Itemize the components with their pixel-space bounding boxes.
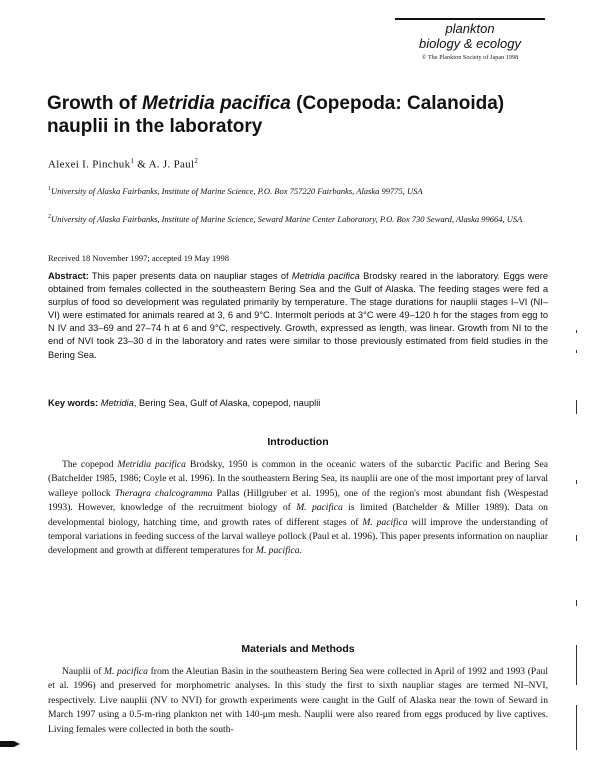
authors bbox=[48, 157, 198, 171]
title-part1: Growth of bbox=[47, 93, 142, 114]
methods-text-a: Nauplii of bbox=[62, 666, 105, 677]
intro-text-b: Brodsky, 1950 is common in the oceanic waters of the subarctic Pacific and Bering Sea (Batchelder 1985, 1986; Coyle et al. 1996). In the southeastern Bering Sea, its nauplii are one of the most important prey of larval walleye pollock bbox=[48, 459, 548, 499]
keywords-label: Key words: bbox=[48, 398, 99, 408]
affil-1-text: University of Alaska Fairbanks, Institute of Marine Science, P.O. Box 757220 Fairbanks, Alaska 99775, USA bbox=[51, 185, 423, 196]
intro-species-5: M. pacifica bbox=[255, 545, 300, 557]
methods-paragraph bbox=[48, 665, 548, 737]
society-copyright: © The Plankton Society of Japan 1998 bbox=[421, 55, 519, 61]
keywords-genus: Metridia bbox=[100, 398, 134, 408]
journal-name-line1: plankton bbox=[445, 21, 495, 36]
margin-mark bbox=[576, 600, 577, 606]
methods-species-1: M. pacifica bbox=[104, 666, 148, 677]
margin-mark bbox=[576, 480, 577, 484]
methods-text-b: from the Aleutian Basin in the southeastern Bering Sea were collected in April of 1992 and 1993 (Paul et al. 1996) and preserved for morphometric analyses. In this study the first to sixth naupliar stages are termed NI–NVI, respectively. Live nauplii (NV to NVI) for growth experiments were caught in the Gulf of Alaska near the town of Seward in March 1997 using a 0.5-m-ring plankton net with 140-μm mesh. Nauplii were also reared from eggs produced by live captives. Living females were collected in both the south- bbox=[48, 666, 548, 735]
intro-text-c: Pallas (Hillgruber et al. 1995), one of the region's most abundant fish (Wespestad 1993). However, knowledge of the recruitment biology of bbox=[48, 487, 549, 514]
margin-mark bbox=[576, 645, 577, 685]
article-title bbox=[47, 92, 517, 138]
masthead-rule bbox=[395, 18, 545, 20]
journal-name-line2: biology & ecology bbox=[419, 36, 521, 51]
keywords-rest: , Bering Sea, Gulf of Alaska, copepod, nauplii bbox=[133, 398, 321, 408]
title-species: Metridia pacifica bbox=[141, 93, 291, 114]
intro-species-1: Metridia pacifica bbox=[117, 459, 186, 470]
intro-heading: Introduction bbox=[267, 436, 329, 448]
journal-masthead bbox=[395, 18, 545, 63]
methods-heading: Materials and Methods bbox=[241, 643, 355, 655]
author-1-sup: 1 bbox=[130, 157, 135, 165]
affil-1-sup: 1 bbox=[48, 186, 51, 192]
abstract-species: Metridia pacifica bbox=[291, 271, 360, 281]
abstract-text-a: This paper presents data on naupliar stages of bbox=[88, 271, 292, 281]
abstract-text-b: Brodsky reared in the laboratory. Eggs were obtained from females collected in the southeastern Bering Sea and the Gulf of Alaska. The feeding stages were fed a surplus of food so development was regulated primarily by temperature. The stage durations for nauplii stages I–VI (NI–VI) were estimated for animals reared at 3, 6 and 9°C. Intermolt periods at 3°C were 49–120 h for the stages from egg to N IV and 33–69 and 27–74 h at 6 and 9°C, respectively. Growth, expressed as length, was linear. Growth from NI to the end of NVI took 23–30 d in the laboratory and rates were similar to those previously estimated from field studies in the Bering Sea. bbox=[48, 271, 549, 360]
intro-species-2: Theragra chalcogramma bbox=[114, 487, 213, 499]
intro-paragraph bbox=[48, 458, 548, 559]
abstract-label: Abstract: bbox=[48, 271, 89, 281]
abstract bbox=[48, 270, 548, 362]
margin-scan-marks bbox=[574, 330, 580, 750]
intro-text-e: will improve the understanding of temporal variations in feeding success of the larval walleye pollock (Paul et al. 1996). This paper presents information on naupliar development and growth at different temperatures for bbox=[48, 516, 548, 557]
affiliation-1 bbox=[48, 184, 548, 197]
intro-text-d: is limited (Batchelder & Miller 1989). Data on developmental biology, hatching time, and growth rates of different stages of bbox=[48, 502, 548, 528]
author-2: A. J. Paul bbox=[148, 158, 195, 171]
affiliation-2 bbox=[48, 212, 548, 225]
intro-species-3: M. pacifica bbox=[296, 502, 343, 514]
affil-2-sup: 2 bbox=[48, 214, 51, 220]
margin-mark bbox=[576, 330, 577, 333]
author-separator: & bbox=[134, 158, 149, 171]
intro-text-a: The copepod bbox=[62, 459, 118, 470]
received-accepted-dates: Received 18 November 1997; accepted 19 May 1998 bbox=[48, 253, 230, 263]
author-2-sup: 2 bbox=[194, 157, 199, 165]
keywords bbox=[48, 398, 548, 408]
margin-mark bbox=[576, 350, 577, 353]
hand-pointer-icon bbox=[0, 740, 22, 748]
margin-mark bbox=[576, 535, 577, 541]
intro-text-f: . bbox=[299, 545, 302, 557]
margin-mark bbox=[576, 705, 577, 750]
title-part2: (Copepoda: Calanoida) nauplii in the laboratory bbox=[47, 93, 505, 137]
affil-2-text: University of Alaska Fairbanks, Institute of Marine Science, Seward Marine Center Laboratory, P.O. Box 730 Seward, Alaska 99664, USA bbox=[51, 213, 523, 224]
margin-mark bbox=[576, 400, 577, 414]
author-1: Alexei I. Pinchuk bbox=[48, 158, 131, 171]
intro-species-4: M. pacifica bbox=[362, 516, 408, 528]
